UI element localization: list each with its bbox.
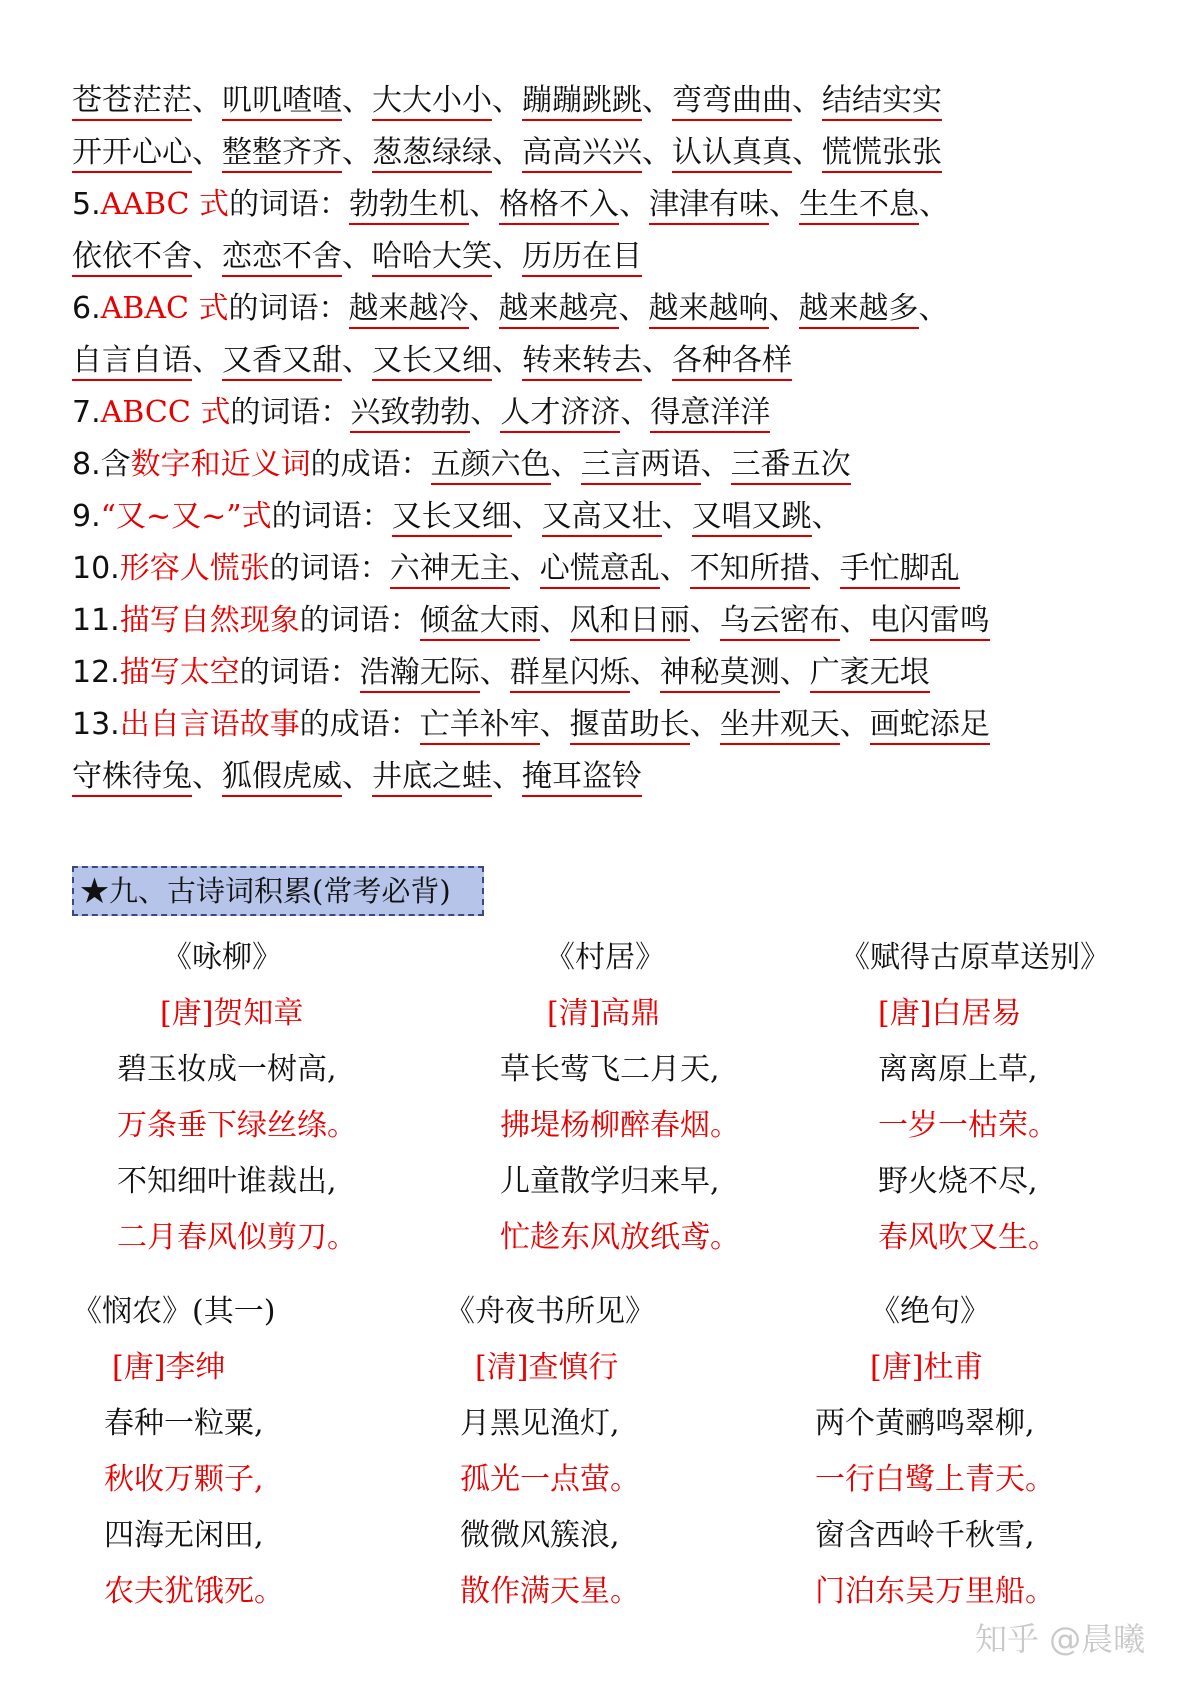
vocab-word: 慌慌张张: [822, 135, 942, 173]
separator: 、: [192, 135, 222, 170]
item-number: 13.: [72, 707, 120, 742]
item-number: 8.含: [72, 447, 131, 482]
separator: 、: [839, 603, 870, 638]
vocab-word: 亡羊补牢: [420, 707, 540, 745]
vocab-line-2: [72, 127, 942, 179]
separator: 、: [689, 707, 720, 742]
category-label: 出自言语故事: [119, 707, 300, 742]
vocab-line-5-cont: [72, 231, 642, 283]
item-number: 11.: [72, 603, 120, 638]
category-suffix: 的词语：: [271, 499, 392, 534]
vocab-line-13-fables: [72, 699, 990, 751]
vocab-word: 倾盆大雨: [420, 603, 540, 641]
separator: 、: [919, 187, 950, 222]
vocab-word: 生生不息: [799, 187, 919, 225]
poem-line: 不知细叶谁裁出,: [117, 1164, 337, 1199]
poem-line: 二月春风似剪刀。: [117, 1220, 357, 1255]
vocab-word: 群星闪烁: [510, 655, 630, 693]
vocab-word: 恋恋不舍: [222, 239, 342, 277]
separator: 、: [642, 83, 672, 118]
vocab-word: 风和日丽: [570, 603, 690, 641]
separator: 、: [642, 343, 672, 378]
poem-cunju: [455, 930, 785, 1266]
vocab-word: 哈哈大笑: [372, 239, 492, 277]
poem-line: 拂堤杨柳醉春烟。: [500, 1108, 740, 1143]
poem-line: 万条垂下绿丝绦。: [117, 1108, 357, 1143]
separator: 、: [550, 447, 581, 482]
separator: 、: [342, 759, 372, 794]
separator: 、: [618, 291, 649, 326]
separator: 、: [492, 135, 522, 170]
separator: 、: [539, 603, 570, 638]
poem-author: [清]查慎行: [475, 1350, 619, 1385]
separator: 、: [661, 499, 692, 534]
vocab-word: 三言两语: [581, 447, 701, 485]
separator: 、: [792, 135, 822, 170]
item-number: 10.: [72, 551, 120, 586]
vocab-word: 画蛇添足: [870, 707, 990, 745]
category-label: 描写自然现象: [119, 603, 300, 638]
category-suffix: 的成语：: [310, 447, 431, 482]
vocab-word: 六神无主: [390, 551, 510, 589]
vocab-word: 揠苗助长: [570, 707, 690, 745]
vocab-word: 弯弯曲曲: [672, 83, 792, 121]
vocab-word: 神秘莫测: [660, 655, 780, 693]
separator: 、: [779, 655, 810, 690]
category-suffix: 的词语：: [228, 291, 349, 326]
separator: 、: [492, 239, 522, 274]
poem-line: 四海无闲田,: [104, 1518, 264, 1553]
vocab-word: 守株待兔: [72, 759, 192, 797]
vocab-word: 大大小小: [372, 83, 492, 121]
vocab-word: 又长又细: [372, 343, 492, 381]
poem-title: 《悯农》(其一): [72, 1294, 276, 1329]
vocab-word: 三番五次: [731, 447, 851, 485]
poem-line: 散作满天星。: [460, 1574, 640, 1609]
vocab-word: 得意洋洋: [650, 395, 770, 433]
separator: 、: [470, 395, 501, 430]
category-label: AABC 式: [100, 187, 230, 222]
category-suffix: 的词语：: [230, 395, 351, 430]
vocab-word: 又香又甜: [222, 343, 342, 381]
watermark: 知乎 @晨曦: [975, 1620, 1146, 1658]
poem-line: 草长莺飞二月天,: [500, 1052, 720, 1087]
vocab-word: 越来越多: [799, 291, 919, 329]
vocab-word: 历历在目: [522, 239, 642, 277]
poem-title: 《赋得古原草送别》: [840, 940, 1110, 975]
vocab-line-6-abac: [72, 283, 949, 335]
vocab-word: 人才济济: [500, 395, 620, 433]
separator: 、: [689, 603, 720, 638]
vocab-line-10-panic: [72, 543, 960, 595]
poem-minnong: [72, 1284, 402, 1620]
vocab-word: 津津有味: [649, 187, 769, 225]
separator: 、: [811, 499, 842, 534]
vocab-word: 手忙脚乱: [840, 551, 960, 589]
separator: 、: [792, 83, 822, 118]
vocab-word: 勃勃生机: [349, 187, 469, 225]
vocab-word: 广袤无垠: [810, 655, 930, 693]
vocab-word: 越来越冷: [349, 291, 469, 329]
vocab-line-7-abcc: [72, 387, 770, 439]
poem-author: [唐]贺知章: [160, 996, 304, 1031]
separator: 、: [700, 447, 731, 482]
vocab-word: 电闪雷鸣: [870, 603, 990, 641]
vocab-word: 越来越亮: [499, 291, 619, 329]
vocab-word: 开开心心: [72, 135, 192, 173]
poem-line: 月黑见渔灯,: [460, 1406, 620, 1441]
vocab-line-12-space: [72, 647, 930, 699]
item-number: 7.: [72, 395, 101, 430]
separator: 、: [342, 343, 372, 378]
vocab-word: 不知所措: [690, 551, 810, 589]
separator: 、: [492, 83, 522, 118]
separator: 、: [492, 343, 522, 378]
category-suffix: 的词语：: [239, 655, 360, 690]
poem-line: 两个黄鹂鸣翠柳,: [815, 1406, 1035, 1441]
poem-line: 微微风簇浪,: [460, 1518, 620, 1553]
item-number: 9.: [72, 499, 101, 534]
vocab-line-1: [72, 75, 942, 127]
category-suffix: 的词语：: [299, 603, 420, 638]
vocab-word: 转来转去: [522, 343, 642, 381]
vocab-line-9-you: [72, 491, 842, 543]
vocab-line-6-cont: [72, 335, 792, 387]
separator: 、: [192, 83, 222, 118]
category-label: ABAC 式: [100, 291, 229, 326]
poem-title: 《咏柳》: [162, 940, 282, 975]
category-label: 数字和近义词: [130, 447, 311, 482]
category-label: ABCC 式: [100, 395, 231, 430]
vocab-word: 葱葱绿绿: [372, 135, 492, 173]
separator: 、: [492, 759, 522, 794]
separator: 、: [642, 135, 672, 170]
poem-line: 离离原上草,: [878, 1052, 1038, 1087]
poem-line: 一岁一枯荣。: [878, 1108, 1058, 1143]
poem-line: 窗含西岭千秋雪,: [815, 1518, 1035, 1553]
poem-line: 野火烧不尽,: [878, 1164, 1038, 1199]
item-number: 6.: [72, 291, 101, 326]
item-number: 12.: [72, 655, 120, 690]
vocab-word: 苍苍茫茫: [72, 83, 192, 121]
category-suffix: 的词语：: [269, 551, 390, 586]
separator: 、: [192, 239, 222, 274]
poem-fude-guyuancao: [840, 930, 1180, 1266]
vocab-line-8-numbers: [72, 439, 851, 491]
poem-line: 一行白鹭上青天。: [815, 1462, 1055, 1497]
poem-line: 农夫犹饿死。: [104, 1574, 284, 1609]
vocab-word: 结结实实: [822, 83, 942, 121]
vocab-word: 越来越响: [649, 291, 769, 329]
vocab-word: 自言自语: [72, 343, 192, 381]
separator: 、: [918, 291, 949, 326]
category-label: 形容人慌张: [119, 551, 270, 586]
vocab-word: 各种各样: [672, 343, 792, 381]
poem-title: 《绝句》: [870, 1294, 990, 1329]
separator: 、: [769, 187, 800, 222]
poem-author: [唐]白居易: [878, 996, 1022, 1031]
vocab-line-5-aabc: [72, 179, 949, 231]
poem-line: 春种一粒粟,: [104, 1406, 264, 1441]
separator: 、: [809, 551, 840, 586]
vocab-word: 蹦蹦跳跳: [522, 83, 642, 121]
poem-line: 秋收万颗子,: [104, 1462, 264, 1497]
poem-author: [唐]杜甫: [870, 1350, 984, 1385]
vocab-word: 心慌意乱: [540, 551, 660, 589]
vocab-word: 井底之蛙: [372, 759, 492, 797]
item-number: 5.: [72, 187, 101, 222]
vocab-word: 五颜六色: [431, 447, 551, 485]
separator: 、: [659, 551, 690, 586]
vocab-word: 兴致勃勃: [350, 395, 470, 433]
vocab-word: 叽叽喳喳: [222, 83, 342, 121]
separator: 、: [620, 395, 651, 430]
vocab-word: 格格不入: [499, 187, 619, 225]
separator: 、: [342, 83, 372, 118]
poem-line: 孤光一点萤。: [460, 1462, 640, 1497]
separator: 、: [342, 135, 372, 170]
vocab-line-11-nature: [72, 595, 990, 647]
separator: 、: [342, 239, 372, 274]
separator: 、: [839, 707, 870, 742]
poem-yongliu: [72, 930, 402, 1266]
separator: 、: [192, 759, 222, 794]
vocab-line-13-cont: [72, 751, 642, 803]
vocab-word: 狐假虎威: [222, 759, 342, 797]
category-label: 描写太空: [119, 655, 240, 690]
poem-author: [唐]李绅: [112, 1350, 226, 1385]
separator: 、: [468, 291, 499, 326]
poem-line: 门泊东吴万里船。: [815, 1574, 1055, 1609]
vocab-word: 乌云密布: [720, 603, 840, 641]
vocab-word: 整整齐齐: [222, 135, 342, 173]
separator: 、: [509, 551, 540, 586]
vocab-word: 认认真真: [672, 135, 792, 173]
separator: 、: [192, 343, 222, 378]
category-suffix: 的词语：: [229, 187, 350, 222]
poem-line: 儿童散学归来早,: [500, 1164, 720, 1199]
category-label: “又~又~”式: [100, 499, 272, 534]
vocab-word: 浩瀚无际: [360, 655, 480, 693]
vocab-word: 依依不舍: [72, 239, 192, 277]
vocab-word: 又高又壮: [542, 499, 662, 537]
vocab-word: 坐井观天: [720, 707, 840, 745]
vocab-word: 掩耳盗铃: [522, 759, 642, 797]
poem-title: 《舟夜书所见》: [445, 1294, 655, 1329]
separator: 、: [511, 499, 542, 534]
poem-line: 碧玉妆成一树高,: [117, 1052, 337, 1087]
separator: 、: [539, 707, 570, 742]
separator: 、: [479, 655, 510, 690]
poem-zhouye: [445, 1284, 775, 1620]
separator: 、: [768, 291, 799, 326]
poem-jueju: [815, 1284, 1180, 1620]
poem-author: [清]高鼎: [547, 996, 661, 1031]
section-heading-ancient-poems: ★九、古诗词积累(常考必背): [72, 866, 484, 916]
vocab-word: 又唱又跳: [692, 499, 812, 537]
separator: 、: [629, 655, 660, 690]
vocab-word: 高高兴兴: [522, 135, 642, 173]
separator: 、: [619, 187, 650, 222]
poem-title: 《村居》: [545, 940, 665, 975]
poem-line: 忙趁东风放纸鸢。: [500, 1220, 740, 1255]
poem-line: 春风吹又生。: [878, 1220, 1058, 1255]
vocab-word: 又长又细: [392, 499, 512, 537]
category-suffix: 的成语：: [299, 707, 420, 742]
separator: 、: [469, 187, 500, 222]
